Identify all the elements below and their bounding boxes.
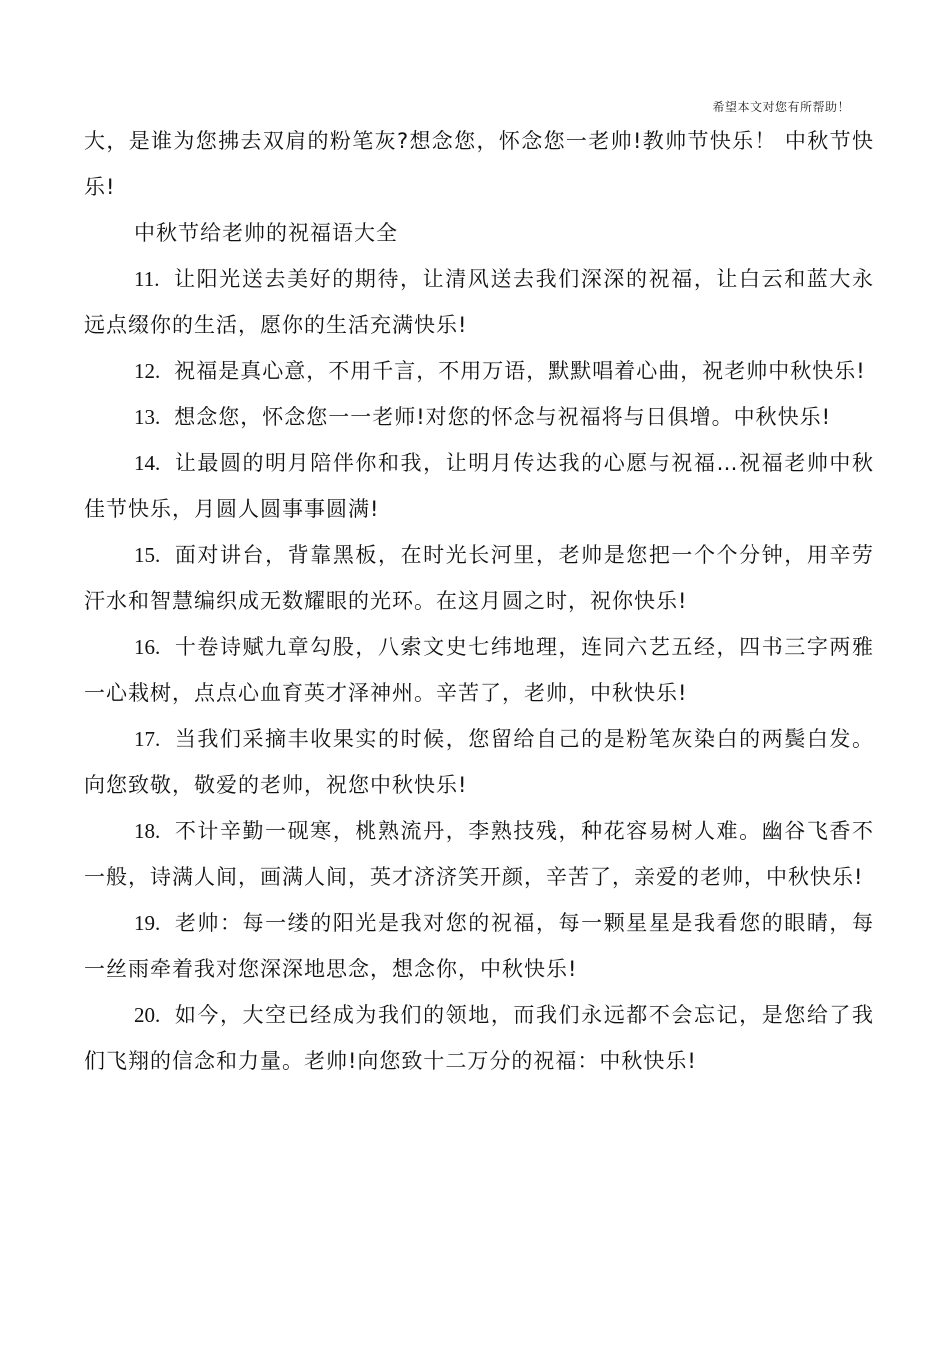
item-number: 13. [134,405,161,429]
section-title: 中秋节给老帅的祝福语大全 [134,221,398,245]
page-header-note: 希望本文对您有所帮助！ [712,100,850,114]
item-text: 不计辛勤一砚寒，桃熟流丹，李熟技残，种花容易树人难。幽谷飞香不一般，诗满人间，画满人间，英才济济笑开颜，辛苦了，亲爱的老帅，中秋快乐! [84,819,874,889]
item-number: 19. [134,911,161,935]
item-text: 面对讲台，背靠黑板，在时光长河里，老帅是您把一个个分钟，用辛劳汗水和智慧编织成无数耀眼的光环。在这月圆之时，祝你快乐! [84,543,874,613]
item-number: 15. [134,543,161,567]
item-number: 18. [134,819,161,843]
list-item [84,532,874,624]
item-text: 祝福是真心意，不用千言，不用万语，默默唱着心曲，祝老帅中秋快乐! [174,359,866,383]
list-item [84,992,874,1084]
item-number: 12. [134,359,161,383]
item-text: 让阳光送去美好的期待，让清风送去我们深深的祝福，让白云和蓝大永远点缀你的生活，愿你的生活充满快乐! [84,267,874,337]
item-text: 想念您，怀念您一一老师!对您的怀念与祝福将与日俱增。中秋快乐! [174,405,832,429]
item-number: 16. [134,635,161,659]
item-number: 20. [134,1003,161,1027]
list-item [84,624,874,716]
item-text: 如今，大空已经成为我们的领地，而我们永远都不会忘记，是您给了我们飞翔的信念和力量。老帅!向您致十二万分的祝福：中秋快乐! [84,1003,874,1073]
list-item [84,440,874,532]
item-text: 当我们采摘丰收果实的时候，您留给自己的是粉笔灰染白的两鬓白发。向您致敬，敬爱的老帅，祝您中秋快乐! [84,727,874,797]
intro-paragraph: 大，是谁为您拂去双肩的粉笔灰?想念您，怀念您一老帅!教帅节快乐！ 中秋节快乐! [84,129,874,199]
list-item [84,256,874,348]
list-item [84,394,874,440]
item-text: 十卷诗赋九章勾股，八索文史七纬地理，连同六艺五经，四书三字两雅一心栽树，点点心血育英才泽神州。辛苦了，老帅，中秋快乐! [84,635,874,705]
list-item [84,348,874,394]
item-number: 14. [134,451,161,475]
document-body [84,118,874,1084]
item-text: 老帅：每一缕的阳光是我对您的祝福，每一颗星星是我看您的眼睛，每一丝雨牵着我对您深深地思念，想念你，中秋快乐! [84,911,874,981]
item-number: 11. [134,267,160,291]
item-number: 17. [134,727,161,751]
list-item [84,716,874,808]
item-text: 让最圆的明月陪伴你和我，让明月传达我的心愿与祝福…祝福老帅中秋佳节快乐，月圆人圆事事圆满! [84,451,874,521]
list-item [84,808,874,900]
list-item [84,900,874,992]
